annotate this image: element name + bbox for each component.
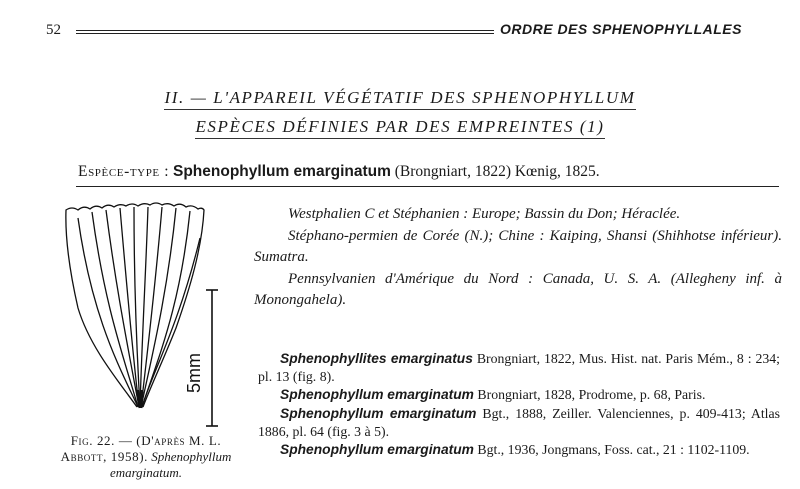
type-species-authority: (Brongniart, 1822) Kœnig, 1825.	[394, 163, 600, 180]
synonym-reference: Brongniart, 1828, Prodrome, p. 68, Paris.	[473, 387, 706, 403]
figure-caption	[48, 433, 244, 481]
section-title-line1	[0, 88, 800, 108]
synonymy-block	[258, 350, 780, 459]
synonym-name: Sphenophyllum emarginatum	[280, 442, 474, 458]
synonym-reference: Bgt., 1888, Zeiller. Valenciennes, p. 409-413; Atlas 1886, pl. 64 (fig. 3 à 5).	[258, 405, 780, 439]
figure-caption-species: Sphenophyllum emarginatum.	[109, 449, 232, 480]
page-number: 52	[46, 22, 61, 38]
leaf-drawing	[50, 198, 250, 430]
leaf-vein	[134, 207, 140, 407]
synonym-reference: Bgt., 1936, Jongmans, Foss. cat., 21 : 1102-1109.	[473, 442, 750, 458]
type-species-line	[78, 163, 600, 181]
synonymy-entry	[258, 386, 780, 404]
running-title: ORDRE DES SPHENOPHYLLALES	[500, 21, 742, 37]
leaf-figure	[50, 198, 250, 430]
synonym-name: Sphenophyllum emarginatum	[280, 387, 474, 403]
synonym-reference: Brongniart, 1822, Mus. Hist. nat. Paris Mém., 8 : 234; pl. 13 (fig. 8).	[258, 351, 780, 385]
type-species-rule	[76, 186, 779, 187]
synonymy-entry	[258, 350, 780, 386]
distribution-block	[254, 204, 782, 312]
section-title-line2	[0, 117, 800, 137]
header-rule	[76, 30, 494, 34]
synonym-name: Sphenophyllites emarginatus	[280, 351, 473, 366]
scale-bar-label: 5mm	[184, 353, 204, 393]
distribution-paragraph: Westphalien C et Stéphanien : Europe; Bassin du Don; Héraclée.	[288, 206, 681, 222]
synonymy-entry	[258, 405, 780, 441]
figure-caption-prefix: Fig. 22. — (D'après M. L. Abbott, 1958).	[60, 433, 222, 464]
distribution-paragraph: Pennsylvanien d'Amérique du Nord : Canada, U. S. A. (Allegheny inf. à Monongahela).	[254, 270, 782, 308]
synonym-name: Sphenophyllum emarginatum	[280, 405, 477, 421]
type-species-name: Sphenophyllum emarginatum	[173, 163, 391, 180]
scale-bar	[206, 290, 218, 426]
synonymy-entry	[258, 441, 780, 459]
distribution-paragraph: Stéphano-permien de Corée (N.); Chine : Kaiping, Shansi (Shihhotse inférieur). Sumatra.	[254, 227, 782, 265]
type-species-label: Espèce-type :	[78, 163, 170, 180]
section-title-line1-text: II. — L'APPAREIL VÉGÉTATIF DES SPHENOPHYLLUM	[164, 88, 635, 110]
section-title-line2-text: ESPÈCES DÉFINIES PAR DES EMPREINTES (1)	[195, 117, 604, 139]
